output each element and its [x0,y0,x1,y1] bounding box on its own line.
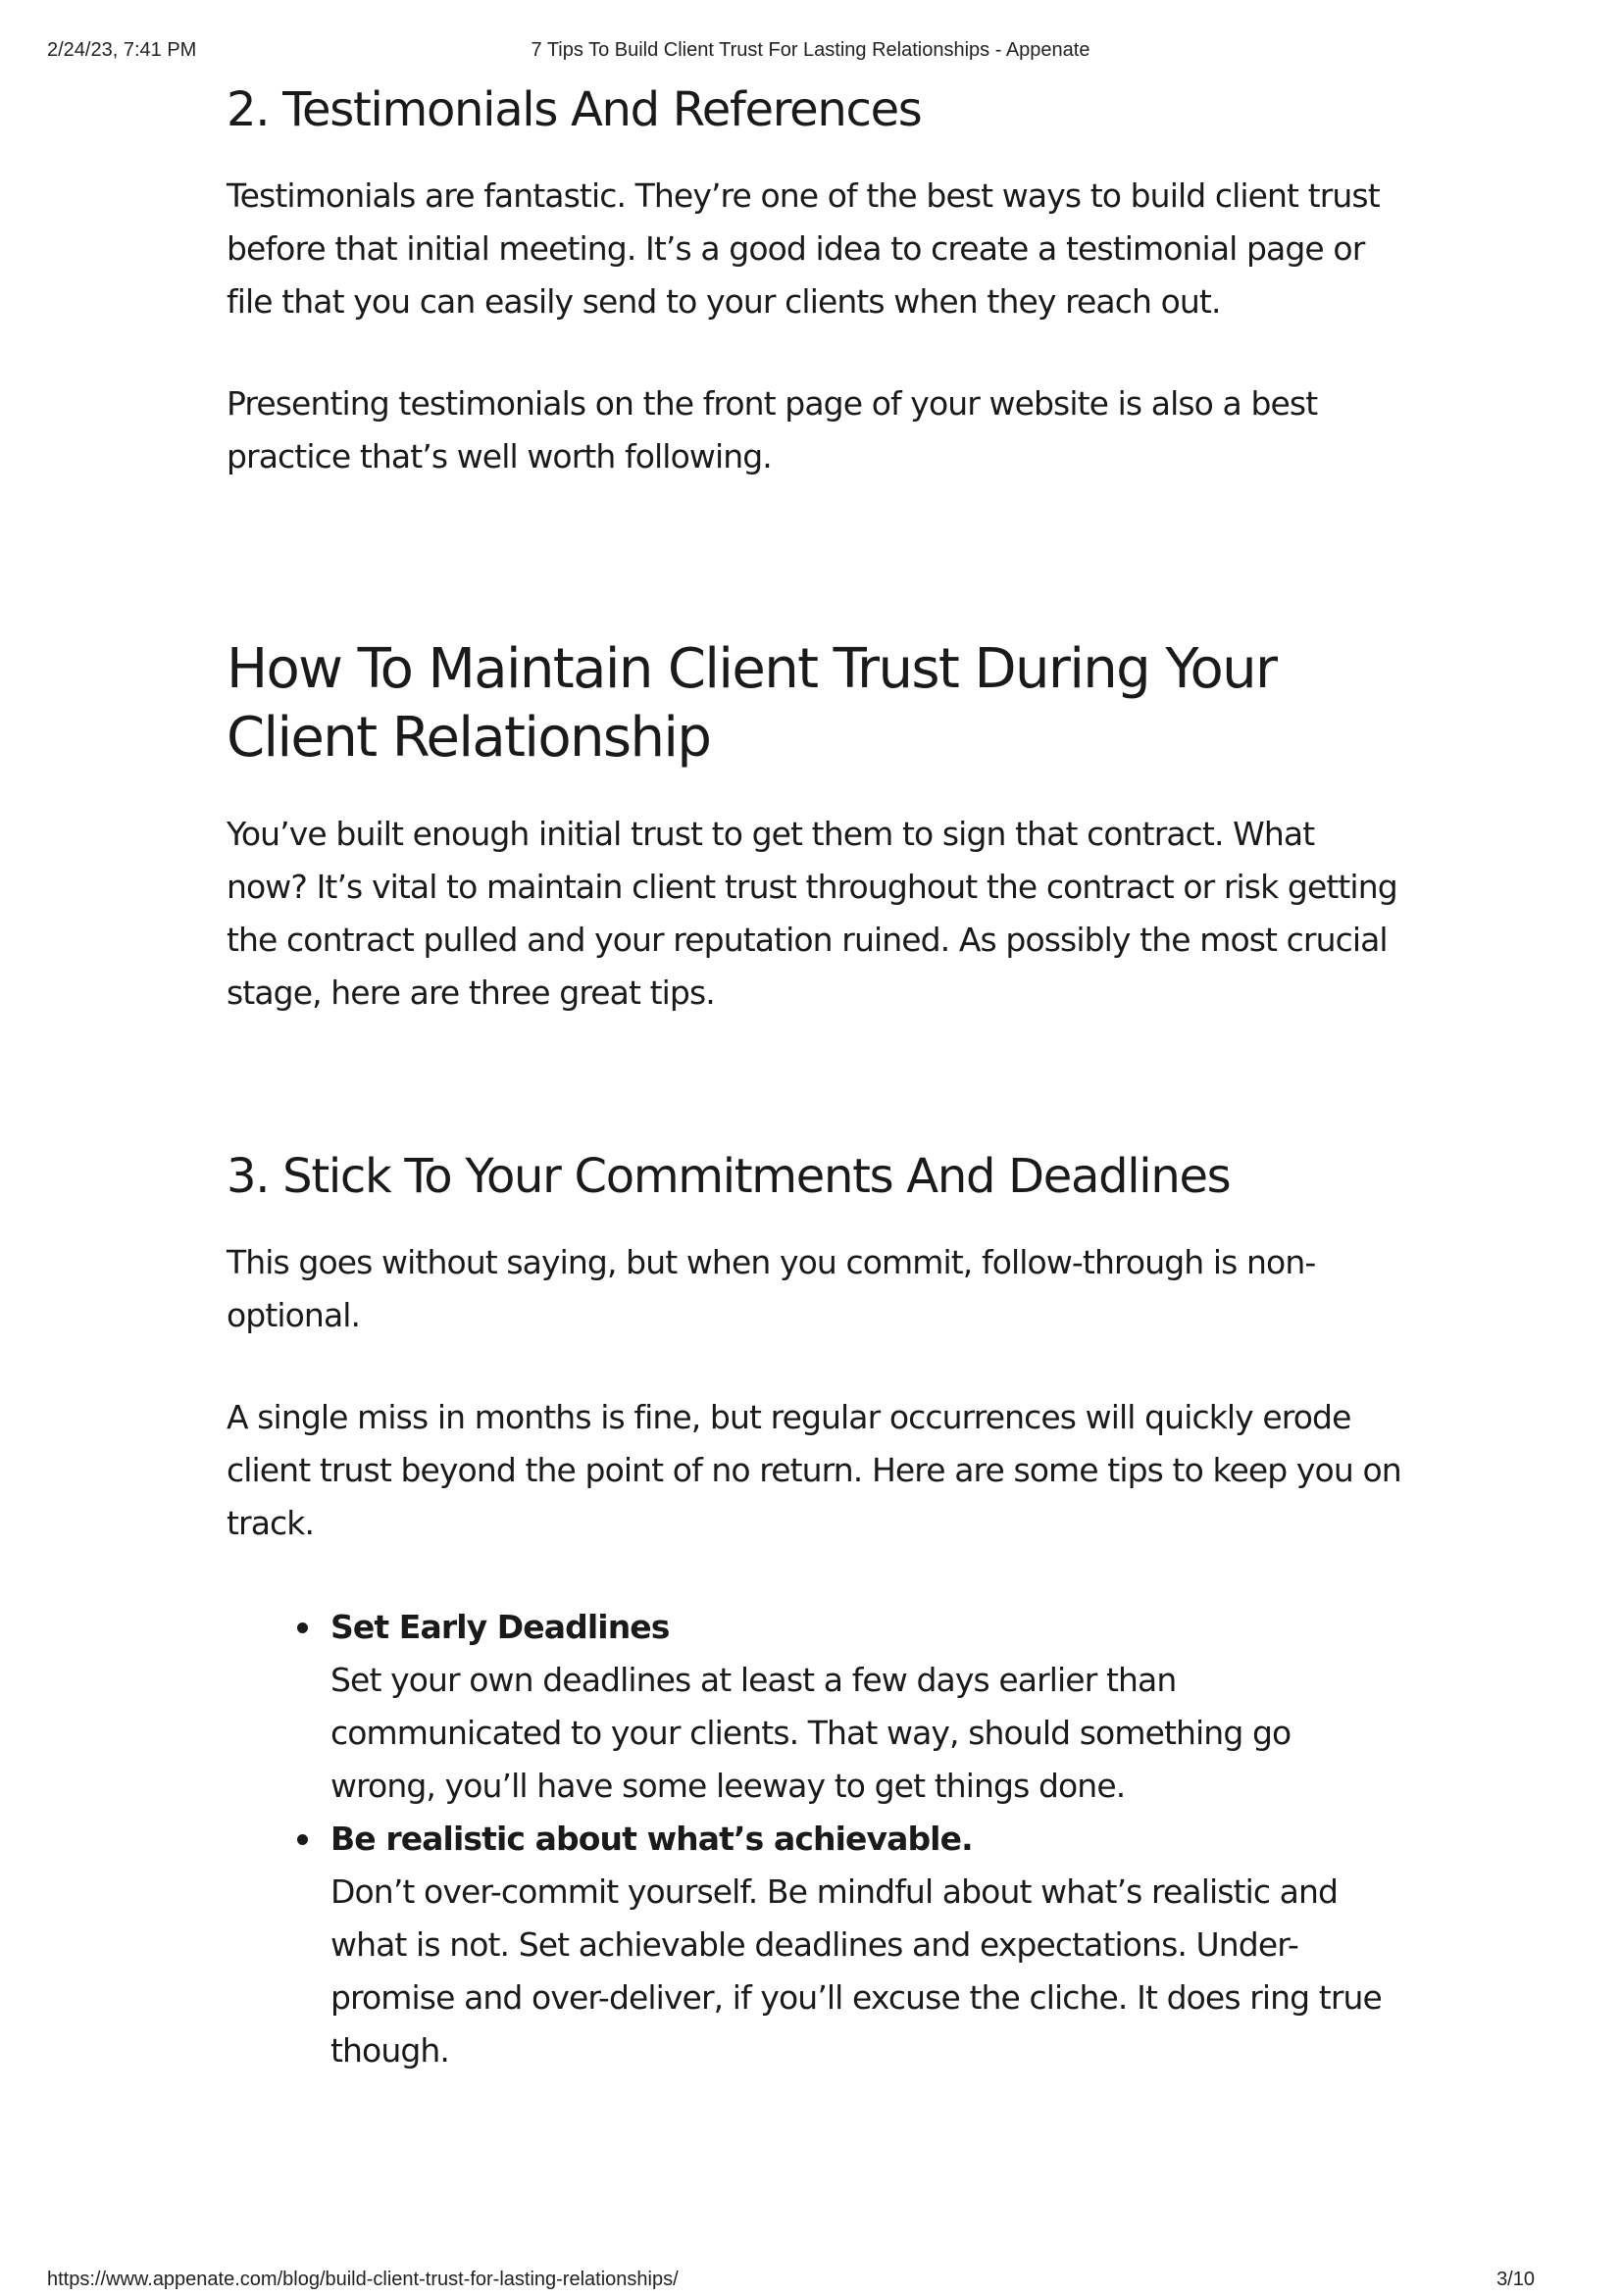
paragraph-testimonials-front-page: Presenting testimonials on the front page of your website is also a best practice that’s well worth following. [227,384,1318,475]
section-heading-commitments: 3. Stick To Your Commitments And Deadlines [227,1149,1231,1204]
section-heading-maintain-trust: How To Maintain Client Trust During Your Client Relationship [227,637,1277,770]
list-item [227,1601,1403,1813]
paragraph-maintain-trust: You’ve built enough initial trust to get them to sign that contract. What now? It’s vital to maintain client trust throughout the contract or risk getting the contract pulled and your reputation ruined. As possibly the most crucial stage, here are three great tips. [227,815,1397,1012]
article-body [227,73,1403,2077]
paragraph-commitments-tips-lead: A single miss in months is fine, but regular occurrences will quickly erode client trust beyond the point of no return. Here are some tips to keep you on track. [227,1398,1401,1542]
bullet-icon [297,1622,308,1633]
tips-list [227,1601,1403,2077]
bullet-icon [297,1834,308,1845]
print-page-number: 3/10 [1496,2269,1535,2290]
tip-body: Set your own deadlines at least a few days earlier than communicated to your clients. That way, should something go wrong, you’ll have some leeway to get things done. [330,1661,1292,1805]
print-page-title: 7 Tips To Build Client Trust For Lasting Relationships - Appenate [531,39,1090,61]
tip-body: Don’t over-commit yourself. Be mindful about what’s realistic and what is not. Set achievable deadlines and expectations. Under-promise and over-deliver, if you’ll excuse the cliche. It does ring true though. [330,1872,1382,2070]
tip-title: Be realistic about what’s achievable. [330,1820,973,1858]
tip-title: Set Early Deadlines [330,1608,670,1646]
paragraph-commitments-intro: This goes without saying, but when you commit, follow-through is non-optional. [227,1243,1316,1334]
print-header [0,39,1621,67]
list-item [227,1813,1403,2077]
paragraph-testimonials-intro: Testimonials are fantastic. They’re one of the best ways to build client trust before that initial meeting. It’s a good idea to create a testimonial page or file that you can easily send to your clients when they reach out. [227,176,1380,321]
print-url: https://www.appenate.com/blog/build-client-trust-for-lasting-relationships/ [47,2269,679,2290]
print-datetime: 2/24/23, 7:41 PM [47,39,197,61]
section-heading-testimonials: 2. Testimonials And References [227,82,922,137]
print-footer [0,2269,1621,2296]
